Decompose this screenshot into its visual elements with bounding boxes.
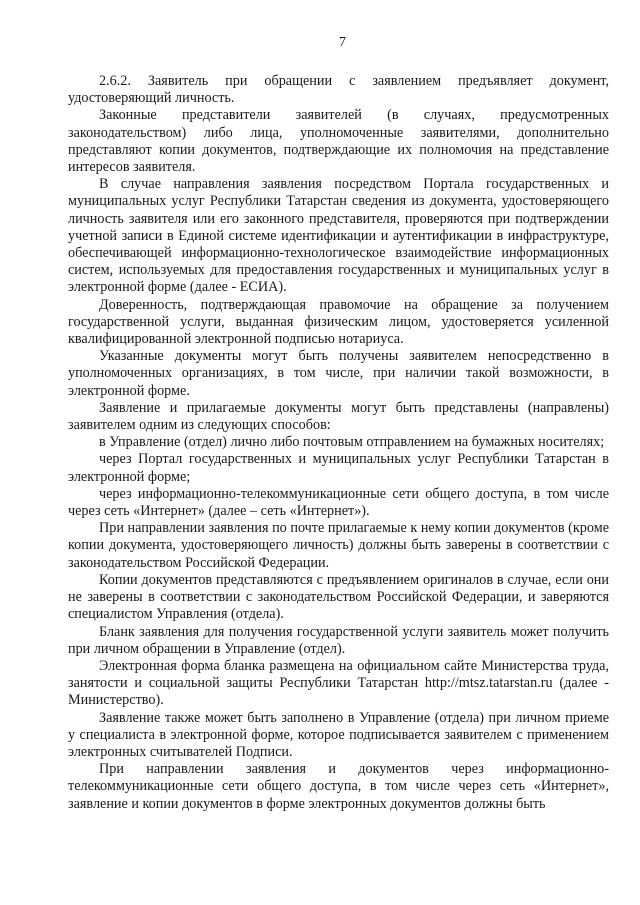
paragraph-method-internet: через информационно-телекоммуникационные сети общего доступа, в том числе через сеть «Интернет» (далее – сеть «Интернет»). — [68, 485, 609, 520]
paragraph-electronic-form: Электронная форма бланка размещена на официальном сайте Министерства труда, занятости и социальной защиты Республики Татарстан http://mtsz.tatarstan.ru (далее - Министерство). — [68, 657, 609, 709]
paragraph-portal-submission: В случае направления заявления посредством Портала государственных и муниципальных услуг Республики Татарстан сведения из документа, удостоверяющего личность заявителя или его законного представителя, проверяются при подтверждении учетной записи в Единой системе идентификации и аутентификации в инфраструктуре, обеспечивающей информационно-технологическое взаимодействие информационных систем, используемых для предоставления государственных и муниципальных услуг в электронной форме (далее - ЕСИА). — [68, 176, 609, 296]
paragraph-power-of-attorney: Доверенность, подтверждающая правомочие на обращение за получением государственной услуги, выданная физическим лицом, удостоверяется усиленной квалифицированной электронной подписью нотариуса. — [68, 296, 609, 348]
paragraph-mail-copies: При направлении заявления по почте прилагаемые к нему копии документов (кроме копии документа, удостоверяющего личность) должны быть заверены в соответствии с законодательством Российской Федерации. — [68, 520, 609, 571]
document-body — [68, 73, 609, 813]
paragraph-2-6-2: 2.6.2. Заявитель при обращении с заявлением предъявляет документ, удостоверяющий личность. — [68, 73, 609, 107]
paragraph-submission-methods: Заявление и прилагаемые документы могут быть представлены (направлены) заявителем одним из следующих способов: — [68, 399, 609, 434]
paragraph-internet-submission: При направлении заявления и документов через информационно-телекоммуникационные сети общего доступа, в том числе через сеть «Интернет», заявление и копии документов в форме электронных документов должны быть — [68, 761, 609, 812]
paragraph-blank-form: Бланк заявления для получения государственной услуги заявитель может получить при личном обращении в Управление (отдел). — [68, 623, 609, 657]
paragraph-method-in-person: в Управление (отдел) лично либо почтовым отправлением на бумажных носителях; — [99, 434, 605, 451]
paragraph-legal-representatives: Законные представители заявителей (в случаях, предусмотренных законодательством) либо лица, уполномоченные заявителями, дополнительно представляют копии документов, подтверждающие их полномочия на представление интересов заявителя. — [68, 107, 609, 176]
page-number: 7 — [339, 35, 346, 50]
paragraph-method-portal: через Портал государственных и муниципальных услуг Республики Татарстан в электронной форме; — [68, 451, 609, 485]
paragraph-documents-obtained: Указанные документы могут быть получены заявителем непосредственно в уполномоченных организациях, в том числе, при наличии такой возможности, в электронной форме. — [68, 348, 609, 399]
paragraph-filled-at-reception: Заявление также может быть заполнено в Управление (отдела) при личном приеме у специалиста в электронной форме, которое подписывается заявителем с применением электронных считывателей Подписи. — [68, 709, 609, 760]
paragraph-copies-originals: Копии документов представляются с предъявлением оригиналов в случае, если они не заверены в соответствии с законодательством Российской Федерации, и заверяются специалистом Управления (отдела). — [68, 571, 609, 623]
